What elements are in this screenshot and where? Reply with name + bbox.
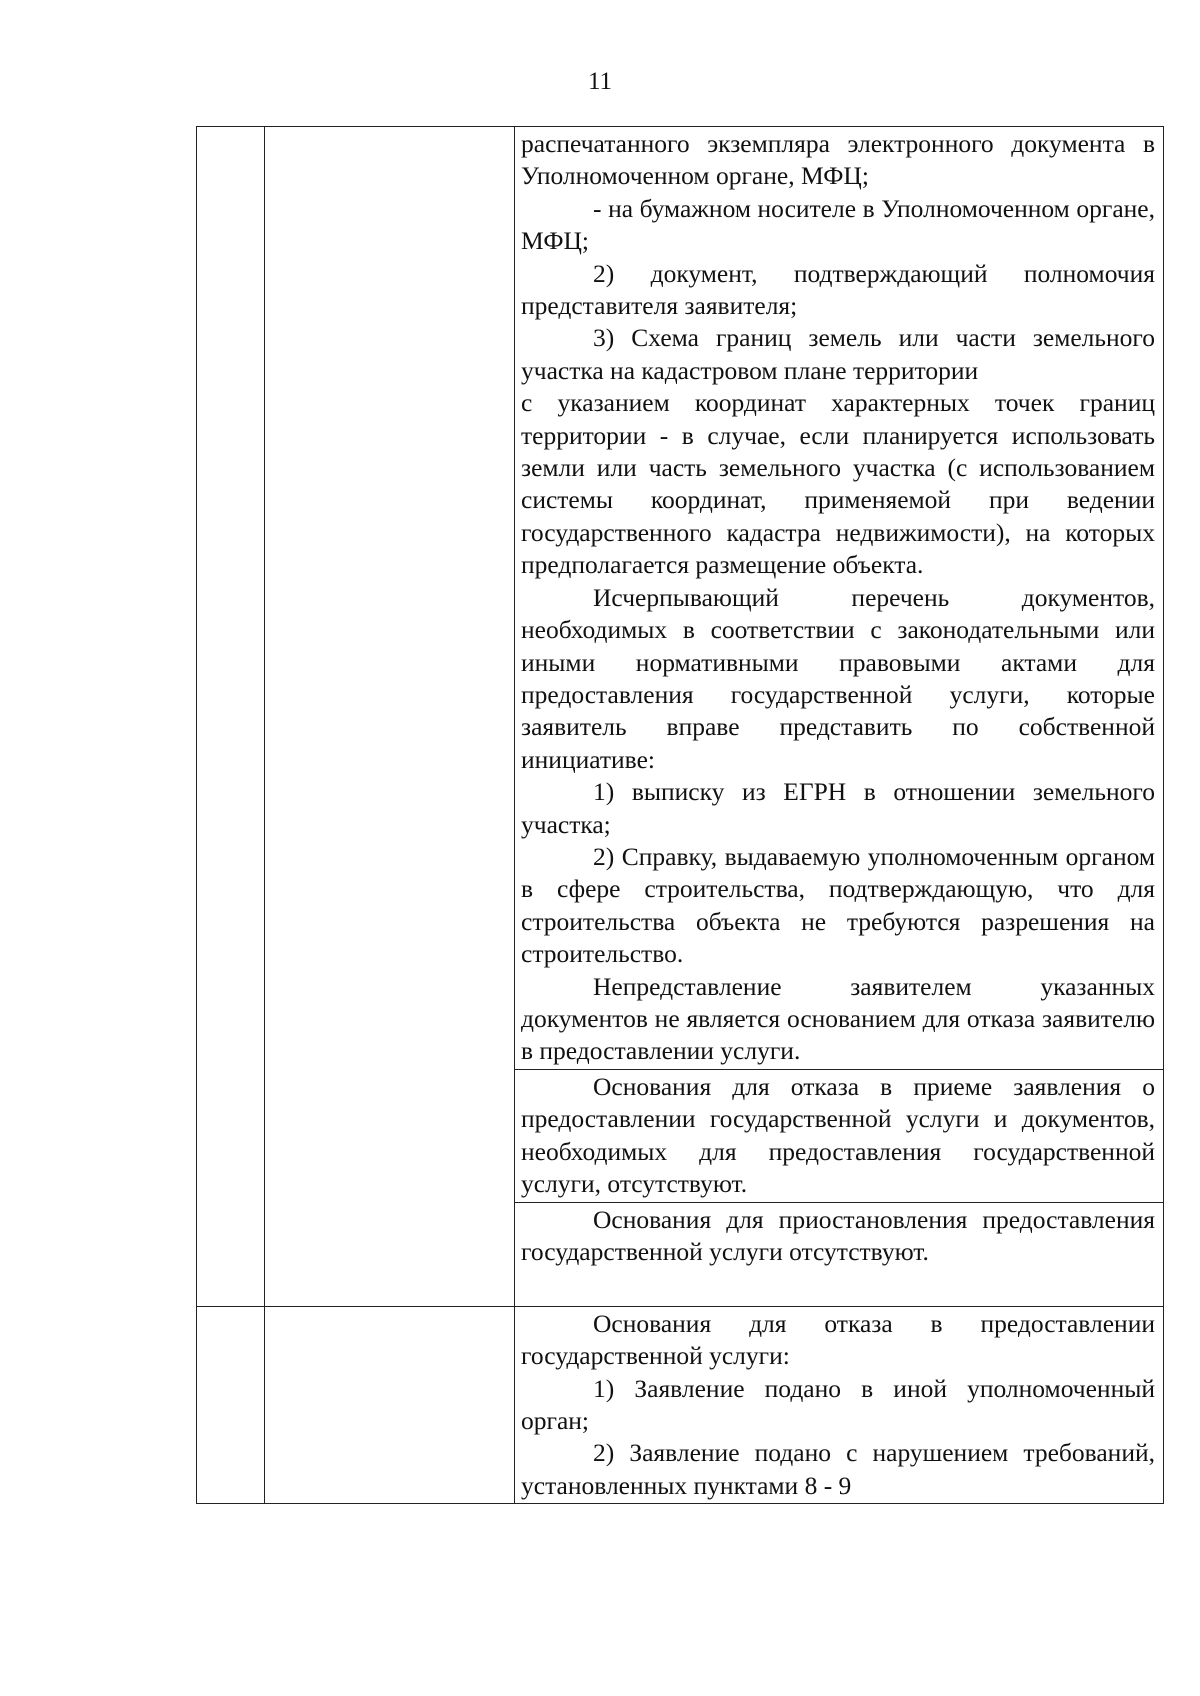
table-cell-content — [515, 1202, 1164, 1306]
table-cell-name — [265, 127, 515, 1307]
paragraph: 3) Схема границ земель или части земельного участка на кадастровом плане территории — [521, 323, 1155, 385]
paragraph: Исчерпывающий перечень документов, необходимых в соответствии с законодательными или иными нормативными правовыми актами для предоставления государственной услуги, которые заявитель вправе представить по собственной инициативе: — [521, 582, 1155, 774]
paragraph: 2) Справку, выдаваемую уполномоченным органом в сфере строительства, подтверждающую, что для строительства объекта не требуются разрешения на строительство. — [521, 841, 1155, 969]
paragraph: 2) Заявление подано с нарушением требований, установленных пунктами 8 - 9 — [521, 1438, 1155, 1500]
paragraph: Основания для приостановления предоставления государственной услуги отсутствуют. — [521, 1204, 1155, 1267]
table-cell-content — [515, 1069, 1164, 1202]
table-row — [197, 1306, 1164, 1503]
paragraph: Непредставление заявителем указанных документов не является основанием для отказа заявителю в предоставлении услуги. — [521, 971, 1155, 1066]
page-number: 11 — [587, 68, 613, 95]
table-row — [197, 127, 1164, 1070]
table-cell-content — [515, 127, 1164, 1070]
paragraph: 1) Заявление подано в иной уполномоченный орган; — [521, 1373, 1155, 1435]
paragraph: Основания для отказа в приеме заявления о предоставлении государственной услуги и документов, необходимых для предоставления государственной услуги, отсутствуют. — [521, 1071, 1155, 1198]
table-cell-number — [197, 1306, 265, 1503]
paragraph: 1) выписку из ЕГРН в отношении земельного участка; — [521, 777, 1155, 839]
table-cell-name — [265, 1306, 515, 1503]
document-table — [196, 126, 1164, 1504]
table-cell-number — [197, 127, 265, 1307]
paragraph: Основания для отказа в предоставлении государственной услуги: — [521, 1308, 1155, 1371]
paragraph: распечатанного экземпляра электронного документа в Уполномоченном органе, МФЦ; — [521, 129, 1155, 191]
paragraph: с указанием координат характерных точек границ территории - в случае, если планируется использовать земли или часть земельного участка (с использованием системы координат, применяемой при ведении государственного кадастра недвижимости), на которых предполагается размещение объекта. — [521, 388, 1155, 580]
paragraph: - на бумажном носителе в Уполномоченном органе, МФЦ; — [521, 193, 1155, 256]
paragraph: 2) документ, подтверждающий полномочия представителя заявителя; — [521, 258, 1155, 321]
table-cell-content — [515, 1306, 1164, 1503]
